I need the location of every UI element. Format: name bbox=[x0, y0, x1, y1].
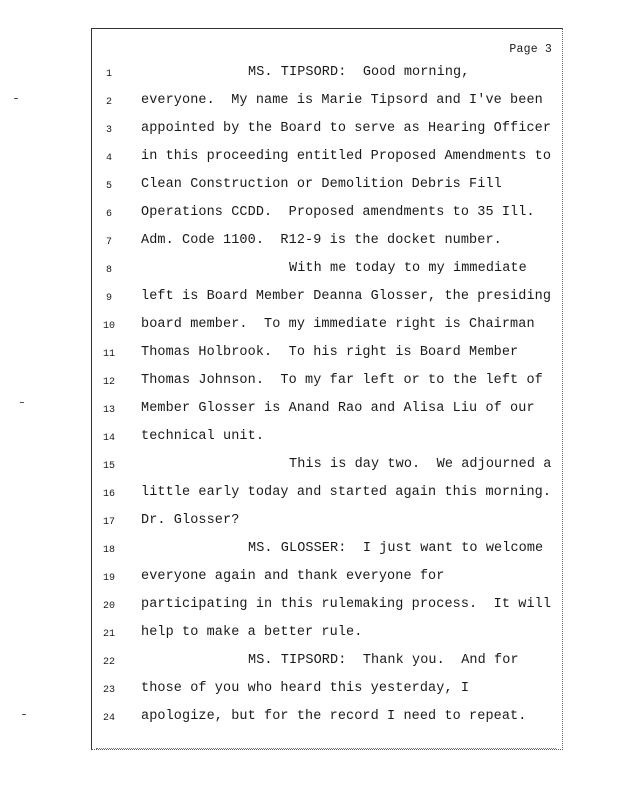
transcript-line bbox=[92, 343, 562, 371]
transcript-line bbox=[92, 175, 562, 203]
page-number: Page 3 bbox=[509, 43, 552, 56]
line-number: 10 bbox=[102, 321, 115, 332]
transcript-line bbox=[92, 63, 562, 91]
line-text: Dr. Glosser? bbox=[141, 513, 240, 528]
line-text: Member Glosser is Anand Rao and Alisa Liu of our bbox=[141, 401, 535, 416]
line-text: apologize, but for the record I need to repeat. bbox=[141, 709, 527, 724]
line-number: 21 bbox=[102, 629, 115, 640]
scan-artifact-line bbox=[96, 746, 556, 749]
binding-hole-mark bbox=[22, 714, 26, 715]
line-text: everyone again and thank everyone for bbox=[141, 569, 445, 584]
line-number: 20 bbox=[102, 601, 115, 612]
line-number: 24 bbox=[102, 713, 115, 724]
line-text: This is day two. We adjourned a bbox=[289, 457, 552, 472]
line-number: 8 bbox=[105, 265, 112, 276]
binding-hole-mark bbox=[20, 402, 24, 403]
line-number: 13 bbox=[102, 405, 115, 416]
transcript-line bbox=[92, 427, 562, 455]
line-number: 15 bbox=[102, 461, 115, 472]
line-number: 3 bbox=[105, 125, 112, 136]
transcript-line bbox=[92, 231, 562, 259]
line-text: MS. TIPSORD: Good morning, bbox=[248, 65, 470, 80]
transcript-line bbox=[92, 455, 562, 483]
line-text: those of you who heard this yesterday, I bbox=[141, 681, 470, 696]
line-number: 19 bbox=[102, 573, 115, 584]
transcript-line bbox=[92, 119, 562, 147]
transcript-line bbox=[92, 315, 562, 343]
line-number: 17 bbox=[102, 517, 115, 528]
line-text: Adm. Code 1100. R12-9 is the docket number. bbox=[141, 233, 502, 248]
line-number: 9 bbox=[105, 293, 112, 304]
transcript-line bbox=[92, 707, 562, 735]
line-text: in this proceeding entitled Proposed Amendments to bbox=[141, 149, 552, 164]
line-text: MS. TIPSORD: Thank you. And for bbox=[248, 653, 519, 668]
line-text: Thomas Holbrook. To his right is Board Member bbox=[141, 345, 519, 360]
line-text: MS. GLOSSER: I just want to welcome bbox=[248, 541, 544, 556]
transcript-line bbox=[92, 147, 562, 175]
line-number: 14 bbox=[102, 433, 115, 444]
line-number: 16 bbox=[102, 489, 115, 500]
transcript-line bbox=[92, 511, 562, 539]
line-number: 22 bbox=[102, 657, 115, 668]
line-text: appointed by the Board to serve as Hearing Officer bbox=[141, 121, 552, 136]
line-text: Operations CCDD. Proposed amendments to 35 Ill. bbox=[141, 205, 535, 220]
transcript-line bbox=[92, 91, 562, 119]
transcript-line bbox=[92, 651, 562, 679]
transcript-line bbox=[92, 483, 562, 511]
line-text: Clean Construction or Demolition Debris Fill bbox=[141, 177, 502, 192]
transcript-line bbox=[92, 399, 562, 427]
line-number: 4 bbox=[105, 153, 112, 164]
transcript-line bbox=[92, 539, 562, 567]
line-text: little early today and started again this morning. bbox=[141, 485, 552, 500]
binding-hole-mark bbox=[14, 98, 18, 99]
line-number: 6 bbox=[105, 209, 112, 220]
transcript-line bbox=[92, 623, 562, 651]
line-number: 12 bbox=[102, 377, 115, 388]
transcript-line bbox=[92, 287, 562, 315]
line-text: Thomas Johnson. To my far left or to the left of bbox=[141, 373, 543, 388]
transcript-line bbox=[92, 371, 562, 399]
line-number: 1 bbox=[105, 69, 112, 80]
line-text: help to make a better rule. bbox=[141, 625, 363, 640]
transcript-page bbox=[91, 28, 563, 750]
transcript-line bbox=[92, 567, 562, 595]
line-text: everyone. My name is Marie Tipsord and I've been bbox=[141, 93, 543, 108]
line-text: participating in this rulemaking process. It will bbox=[141, 597, 552, 612]
line-number: 23 bbox=[102, 685, 115, 696]
line-number: 2 bbox=[105, 97, 112, 108]
line-text: board member. To my immediate right is Chairman bbox=[141, 317, 535, 332]
transcript-line bbox=[92, 203, 562, 231]
transcript-line bbox=[92, 679, 562, 707]
line-number: 5 bbox=[105, 181, 112, 192]
line-number: 7 bbox=[105, 237, 112, 248]
transcript-line bbox=[92, 595, 562, 623]
line-number: 18 bbox=[102, 545, 115, 556]
transcript-line bbox=[92, 259, 562, 287]
line-text: technical unit. bbox=[141, 429, 265, 444]
line-text: With me today to my immediate bbox=[289, 261, 527, 276]
line-text: left is Board Member Deanna Glosser, the presiding bbox=[141, 289, 552, 304]
line-number: 11 bbox=[102, 349, 115, 360]
